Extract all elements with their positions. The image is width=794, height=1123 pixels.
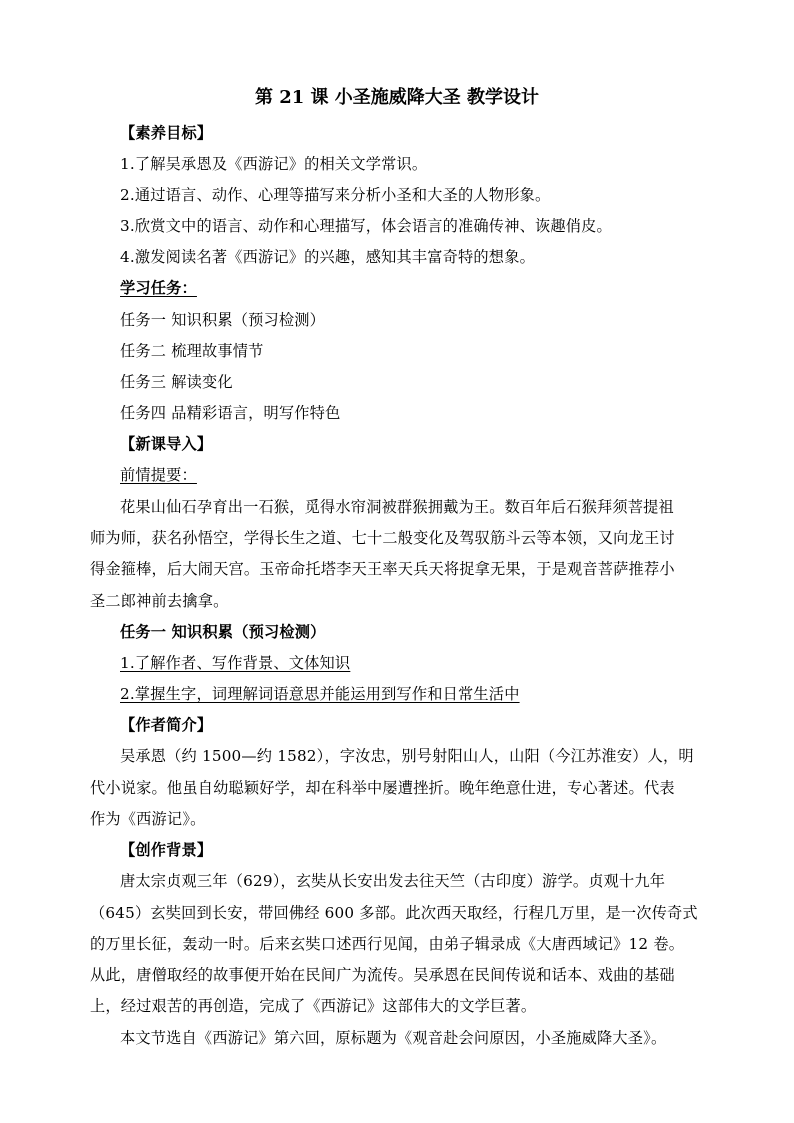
task1-item: 2.掌握生字，词理解词语意思并能运用到写作和日常生活中 bbox=[120, 685, 520, 703]
goal-item: 4.激发阅读名著《西游记》的兴趣，感知其丰富奇特的想象。 bbox=[120, 248, 535, 266]
background-line: 唐太宗贞观三年（629），玄奘从长安出发去往天竺（古印度）游学。贞观十九年 bbox=[120, 872, 666, 890]
heading-author: 【作者简介】 bbox=[120, 716, 213, 734]
intro-paragraph-line: 得金箍棒，后大闹天宫。玉帝命托塔李天王率天兵天将捉拿无果，于是观音菩萨推荐小 bbox=[90, 560, 675, 578]
intro-paragraph-line: 圣二郎神前去擒拿。 bbox=[90, 592, 229, 610]
heading-intro: 【新课导入】 bbox=[120, 435, 213, 453]
background-line: 本文节选自《西游记》第六回，原标题为《观音赴会问原因，小圣施威降大圣》。 bbox=[120, 1029, 667, 1047]
goal-item: 1.了解吴承恩及《西游记》的相关文学常识。 bbox=[120, 155, 428, 173]
document-title: 第 21 课 小圣施威降大圣 教学设计 bbox=[254, 87, 540, 108]
task1-item: 1.了解作者、写作背景、文体知识 bbox=[120, 654, 351, 672]
task-item: 任务二 梳理故事情节 bbox=[120, 342, 264, 360]
heading-literacy-goals: 【素养目标】 bbox=[120, 124, 213, 142]
background-line: 的万里长征，轰动一时。后来玄奘口述西行见闻，由弟子辑录成《大唐西域记》12 卷。 bbox=[90, 935, 685, 953]
background-line: 从此，唐僧取经的故事便开始在民间广为流传。吴承恩在民间传说和话本、戏曲的基础 bbox=[90, 966, 675, 984]
goal-item: 2.通过语言、动作、心理等描写来分析小圣和大圣的人物形象。 bbox=[120, 186, 551, 204]
task1-heading: 任务一 知识积累（预习检测） bbox=[120, 623, 326, 641]
background-line: 上，经过艰苦的再创造，完成了《西游记》这部伟大的文学巨著。 bbox=[90, 997, 537, 1015]
background-line: （645）玄奘回到长安，带回佛经 600 多部。此次西天取经，行程几万里，是一次传奇式 bbox=[90, 904, 698, 922]
author-line: 吴承恩（约 1500—约 1582），字汝忠，别号射阳山人，山阳（今江苏淮安）人，明 bbox=[120, 747, 694, 765]
author-line: 代小说家。他虽自幼聪颖好学，却在科举中屡遭挫折。晚年绝意仕进，专心著述。代表 bbox=[90, 779, 675, 797]
author-line: 作为《西游记》。 bbox=[90, 810, 206, 828]
intro-paragraph-line: 师为师，获名孙悟空，学得长生之道、七十二般变化及驾驭筋斗云等本领，又向龙王讨 bbox=[90, 529, 675, 547]
task-item: 任务三 解读变化 bbox=[120, 373, 233, 391]
previous-summary-label: 前情提要： bbox=[120, 466, 197, 484]
goal-item: 3.欣赏文中的语言、动作和心理描写，体会语言的准确传神、诙趣俏皮。 bbox=[120, 217, 612, 235]
task-item: 任务一 知识积累（预习检测） bbox=[120, 311, 326, 329]
task-item: 任务四 品精彩语言，明写作特色 bbox=[120, 404, 341, 422]
intro-paragraph-line: 花果山仙石孕育出一石猴，觅得水帘洞被群猴拥戴为王。数百年后石猴拜须菩提祖 bbox=[120, 498, 674, 516]
heading-background: 【创作背景】 bbox=[120, 841, 213, 859]
heading-learning-tasks: 学习任务： bbox=[120, 279, 197, 297]
